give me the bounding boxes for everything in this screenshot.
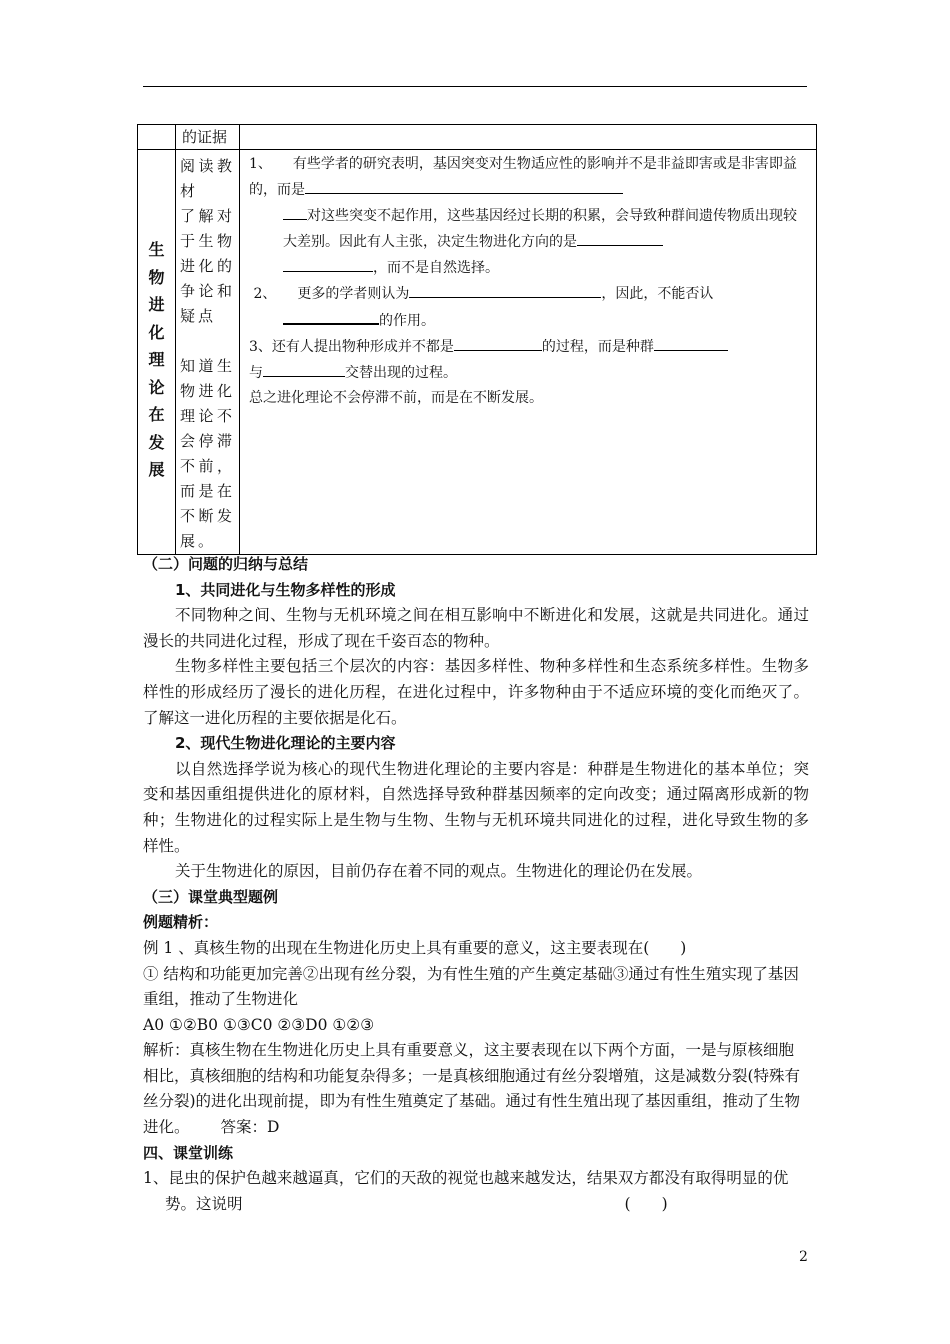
table-cell-evidence: 的证据 bbox=[176, 125, 240, 150]
section2-sub2: 2、现代生物进化理论的主要内容 bbox=[175, 734, 396, 753]
exercise-question: 1、昆虫的保护色越来越逼真，它们的天敌的视觉也越来越发达，结果双方都没有取得明显的优势。这说明 ( ) bbox=[143, 1166, 809, 1217]
example-statements: ① 结构和功能更加完善②出现有丝分裂，为有性生殖的产生奠定基础③通过有性生殖实现了基因重组，推动了生物进化 bbox=[143, 964, 799, 1009]
objectives-cell bbox=[176, 150, 240, 555]
item-2: 2、 更多的学者则认为 ，因此，不能否认 bbox=[249, 281, 810, 307]
objective-3: 知道生物进化理论不会停滞不前，而是在不断发展。 bbox=[180, 357, 235, 550]
section2-heading: （二）问题的归纳与总结 bbox=[143, 555, 309, 573]
section4-heading: 四、课堂训练 bbox=[143, 1143, 234, 1162]
header-rule bbox=[143, 86, 807, 87]
paragraph: 关于生物进化的原因，目前仍存在着不同的观点。生物进化的理论仍在发展。 bbox=[175, 862, 703, 881]
item-3: 3、还有人提出物种形成并不都是 的过程，而是种群 bbox=[249, 334, 810, 360]
summary: 总之进化理论不会停滞不前，而是在不断发展。 bbox=[249, 390, 543, 406]
section2-sub1: 1、共同进化与生物多样性的形成 bbox=[175, 580, 396, 599]
fill-blank[interactable] bbox=[577, 229, 663, 246]
table-cell-empty-right bbox=[240, 125, 817, 150]
objective-1: 阅读教材 bbox=[180, 157, 235, 200]
example-options: A0 ①②B0 ①③C0 ②③D0 ①②③ bbox=[143, 1015, 375, 1034]
study-table bbox=[137, 124, 817, 555]
fill-blank[interactable] bbox=[283, 203, 307, 220]
fill-blank[interactable] bbox=[263, 360, 345, 377]
table-cell-empty bbox=[138, 125, 176, 150]
objective-2: 了解对于生物进化的争论和疑点 bbox=[180, 207, 235, 325]
paragraph: 以自然选择学说为核心的现代生物进化理论的主要内容是：种群是生物进化的基本单位；突变和基因重组提供进化的原材料，自然选择导致种群基因频率的定向改变；通过隔离形成新的物种；生物进化的过程实际上是生物与生物、生物与无机环境共同进化的过程，进化导致生物的多样性。 bbox=[143, 759, 809, 855]
page-number: 2 bbox=[799, 1249, 808, 1265]
document-body bbox=[143, 552, 809, 1217]
fill-blank[interactable] bbox=[283, 255, 373, 272]
section3-heading: （三）课堂典型题例 bbox=[143, 887, 279, 906]
example-label: 例题精析： bbox=[143, 913, 219, 932]
section-title-vertical: 生 物 进 化 理 论 在 发 展 bbox=[138, 150, 176, 555]
example-answer: 答案：D bbox=[220, 1118, 280, 1137]
paragraph: 生物多样性主要包括三个层次的内容：基因多样性、物种多样性和生态系统多样性。生物多样性的形成经历了漫长的进化历程，在进化过程中，许多物种由于不适应环境的变化而绝灭了。了解这一进化历程的主要依据是化石。 bbox=[143, 657, 809, 727]
fill-blank[interactable] bbox=[283, 307, 379, 325]
fill-blank[interactable] bbox=[454, 334, 542, 351]
fill-blank[interactable] bbox=[654, 334, 728, 351]
fill-blank[interactable] bbox=[305, 177, 623, 194]
item-1: 1、 有些学者的研究表明，基因突变对生物适应性的影响并不是非益即害或是非害即益的，而是 bbox=[249, 156, 797, 198]
content-cell: 1、 有些学者的研究表明，基因突变对生物适应性的影响并不是非益即害或是非害即益的，而是 对这些突变不起作用，这些基因经过长期的积累，会导致种群间遗传物质出现较大差别。因此有人主张，决定生物进化方向的是 ，而不是自然选择。 2、 更多的学者则认为 ，因此，不能否认 的作用。 3、还有人提出物种形成并不都是 的过程，而是种群 与 交替出现的过程。 总之进化理论不会停滞不前，而是在不断发展。 bbox=[240, 150, 817, 555]
fill-blank[interactable] bbox=[409, 281, 601, 298]
paragraph: 不同物种之间、生物与无机环境之间在相互影响中不断进化和发展，这就是共同进化。通过漫长的共同进化过程，形成了现在千姿百态的物种。 bbox=[143, 606, 809, 650]
example-analysis: 解析：真核生物在生物进化历史上具有重要意义，这主要表现在以下两个方面，一是与原核细胞相比，真核细胞的结构和功能复杂得多；一是真核细胞通过有丝分裂增殖，这是减数分裂(特殊有丝分裂)的进化出现前提，即为有性生殖奠定了基础。通过有性生殖出现了基因重组，推动了生物进化。 答案：D bbox=[143, 1041, 801, 1137]
example-question: 例 1 、真核生物的出现在生物进化历史上具有重要的意义，这主要表现在( ) bbox=[143, 938, 687, 957]
answer-parentheses: ( ) bbox=[624, 1194, 668, 1213]
